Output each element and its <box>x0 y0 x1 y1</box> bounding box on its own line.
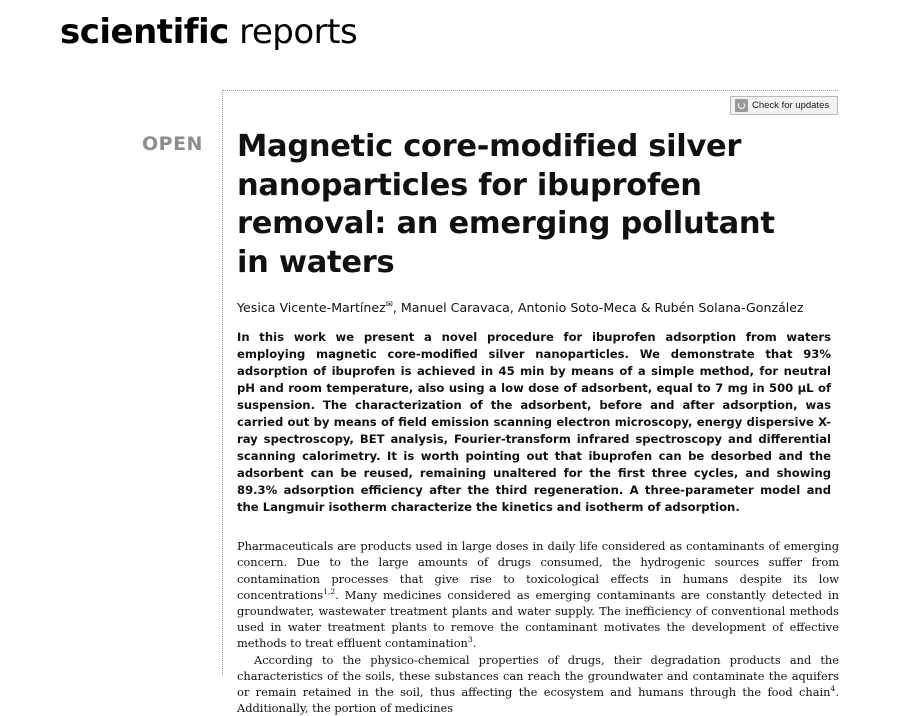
journal-masthead <box>60 12 357 52</box>
masthead-reports: reports <box>228 12 358 52</box>
author-corresponding: Yesica Vicente-Martínez <box>237 299 386 315</box>
citation-ref-1[interactable]: 1,2 <box>323 587 336 597</box>
page-title: Magnetic core-modified silver nanoparticles for ibuprofen removal: an emerging pollutant in waters <box>237 129 775 281</box>
check-for-updates-label: Check for updates <box>752 100 830 111</box>
paragraph-2-part-a: According to the physico-chemical properties of drugs, their degradation products and the characteristics of the soils, these substances can reach the groundwater and contaminate the aquifers or remain retained in the soil, thus affecting the ecosystem and humans through the food chain <box>237 652 839 699</box>
paragraph-2-part-b: . Additionally, the portion of medicines <box>237 684 839 716</box>
dotted-rule-top <box>222 90 838 91</box>
paragraph-1-part-a: Pharmaceuticals are products used in large doses in daily life considered as contaminants of emerging concern. Due to the large amounts of drugs consumed, the hydrogenic sources suffer from contamination processes that give rise to toxicological effects in humans despite its low concentrations <box>237 539 839 602</box>
open-access-label: OPEN <box>142 133 203 155</box>
author-list <box>237 299 837 316</box>
citation-ref-3[interactable]: 3 <box>467 635 473 645</box>
author-list-rest: , Manuel Caravaca, Antonio Soto-Meca & Rubén Solana-González <box>392 299 804 315</box>
check-for-updates-badge[interactable] <box>730 96 838 115</box>
article-content <box>237 128 837 716</box>
citation-ref-4[interactable]: 4 <box>830 684 836 694</box>
body-paragraph-1 <box>237 538 839 651</box>
masthead-scientific: scientific <box>60 12 229 52</box>
dotted-rule-left <box>222 90 223 675</box>
paragraph-1-part-b: . Many medicines considered as emerging contaminants are constantly detected in groundwater, wastewater treatment plants and water supply. The inefficiency of conventional methods used in water treatment plants to remove the contaminant motivates the development of effective methods to treat effluent contamination <box>237 587 839 651</box>
body-paragraph-2 <box>237 652 839 716</box>
body-text <box>237 538 839 716</box>
abstract-text: In this work we present a novel procedure for ibuprofen adsorption from waters employing magnetic core-modified silver nanoparticles. We demonstrate that 93% adsorption of ibuprofen is achieved in 45 min by means of a simple method, for neutral pH and room temperature, also using a low dose of adsorbent, equal to 7 mg in 500 µL of suspension. The characterization of the adsorbent, before and after adsorption, was carried out by means of field emission scanning electron microscopy, energy dispersive X-ray spectroscopy, BET analysis, Fourier-transform infrared spectroscopy and differential scanning calorimetry. It is worth pointing out that ibuprofen can be desorbed and the adsorbent can be reused, remaining unaltered for the first three cycles, and showing 89.3% adsorption efficiency after the third regeneration. A three-parameter model and the Langmuir isotherm characterize the kinetics and isotherm of adsorption. <box>237 329 831 515</box>
paragraph-1-part-c: . <box>472 636 477 651</box>
envelope-icon: ✉ <box>385 299 393 310</box>
refresh-icon <box>735 99 748 112</box>
